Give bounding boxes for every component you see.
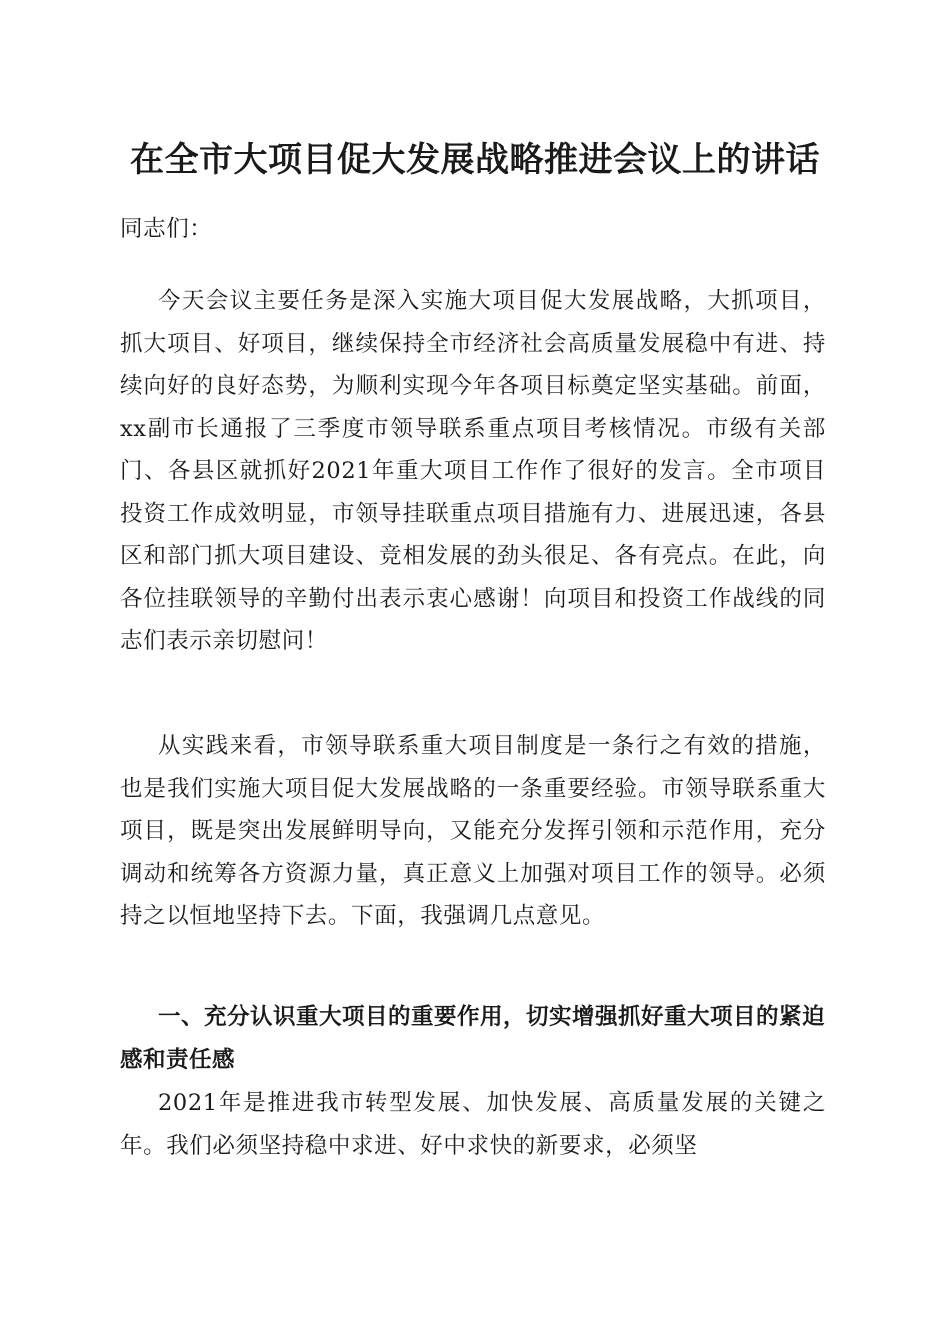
document-title: 在全市大项目促大发展战略推进会议上的讲话 (130, 140, 820, 180)
paragraph-practice: 从实践来看，市领导联系重大项目制度是一条行之有效的措施，也是我们实施大项目促大发展战略的一条重要经验。市领导联系重大项目，既是突出发展鲜明导向，又能充分发挥引领和示范作用，充分调动和统筹各方资源力量，真正意义上加强对项目工作的领导。必须持之以恒地坚持下去。下面，我强调几点意见。 (120, 733, 826, 929)
section-one-paragraph: 2021年是推进我市转型发展、加快发展、高质量发展的关键之年。我们必须坚持稳中求进、好中求快的新要求，必须坚 (120, 1090, 826, 1159)
section-heading-one: 一、充分认识重大项目的重要作用，切实增强抓好重大项目的紧迫感和责任感 (120, 1004, 826, 1073)
paragraph-opening: 今天会议主要任务是深入实施大项目促大发展战略，大抓项目，抓大项目、好项目，继续保持全市经济社会高质量发展稳中有进、持续向好的良好态势，为顺利实现今年各项目标奠定坚实基础。前面，xx副市长通报了三季度市领导联系重点项目考核情况。市级有关部门、各县区就抓好2021年重大项目工作作了很好的发言。全市项目投资工作成效明显，市领导挂联重点项目措施有力、进展迅速，各县区和部门抓大项目建设、竞相发展的劲头很足、各有亮点。在此，向各位挂联领导的辛勤付出表示衷心感谢！向项目和投资工作战线的同志们表示亲切慰问！ (120, 288, 826, 654)
salutation: 同志们： (120, 216, 213, 242)
